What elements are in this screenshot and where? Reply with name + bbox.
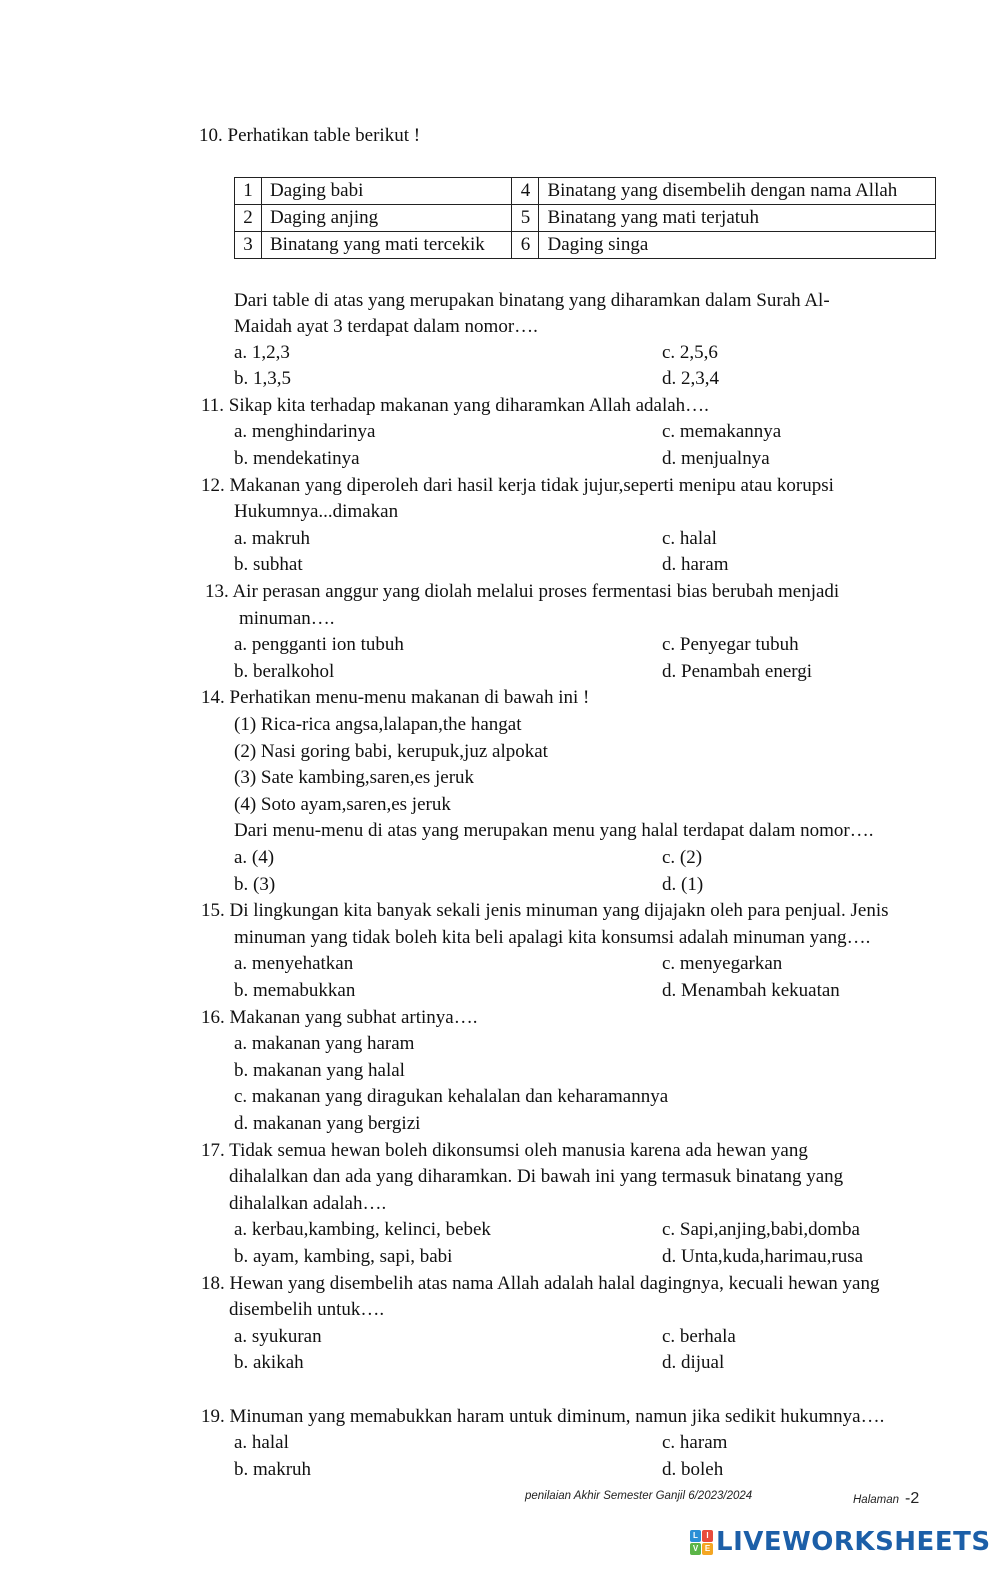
question-13-stem-2: minuman…. [239,608,335,629]
question-10-text-1: Dari table di atas yang merupakan binatang yang diharamkan dalam Surah Al- [234,290,830,311]
question-15-option-c[interactable]: c. menyegarkan [662,953,783,974]
page-num: -2 [905,1490,920,1507]
question-18-stem: 18. Hewan yang disembelih atas nama Allah adalah halal dagingnya, kecuali hewan yang [201,1273,880,1294]
liveworksheets-brand [690,1527,991,1557]
question-17-option-d[interactable]: d. Unta,kuda,harimau,rusa [662,1246,864,1267]
table-row [235,178,936,205]
question-14-menu-2: (2) Nasi goring babi, kerupuk,juz alpokat [234,741,548,762]
table-cell: Binatang yang mati tercekik [262,232,512,259]
question-17-stem-3: dihalalkan adalah…. [229,1193,387,1214]
question-14-text: Dari menu-menu di atas yang merupakan menu yang halal terdapat dalam nomor…. [234,820,874,841]
table-cell: 5 [512,205,539,232]
liveworksheets-logo-icon [690,1530,712,1554]
logo-tile: I [702,1530,713,1542]
question-19-option-b[interactable]: b. makruh [234,1459,312,1480]
question-15-option-b[interactable]: b. memabukkan [234,980,356,1001]
question-12-option-d[interactable]: d. haram [662,554,729,575]
question-11-option-b[interactable]: b. mendekatinya [234,448,360,469]
table-row [235,232,936,259]
question-18-stem-2: disembelih untuk…. [229,1299,385,1320]
question-18-option-d[interactable]: d. dijual [662,1352,725,1373]
question-19-option-a[interactable]: a. halal [234,1432,289,1453]
question-14-option-d[interactable]: d. (1) [662,874,704,895]
question-14-menu-3: (3) Sate kambing,saren,es jeruk [234,767,475,788]
question-10-table [234,177,936,259]
logo-tile: L [690,1530,701,1542]
question-12-stem: 12. Makanan yang diperoleh dari hasil kerja tidak jujur,seperti menipu atau korupsi [201,475,834,496]
question-17-option-a[interactable]: a. kerbau,kambing, kelinci, bebek [234,1219,491,1240]
question-14-option-b[interactable]: b. (3) [234,874,276,895]
question-16-option-a[interactable]: a. makanan yang haram [234,1033,415,1054]
question-10-option-d[interactable]: d. 2,3,4 [662,368,719,389]
question-13-option-c[interactable]: c. Penyegar tubuh [662,634,799,655]
question-12-stem-2: Hukumnya...dimakan [234,501,399,522]
table-cell: Binatang yang disembelih dengan nama Allah [539,178,936,205]
question-10-text-2: Maidah ayat 3 terdapat dalam nomor…. [234,316,538,337]
table-cell: Daging babi [262,178,512,205]
question-18-option-c[interactable]: c. berhala [662,1326,736,1347]
question-12-option-c[interactable]: c. halal [662,528,717,549]
question-15-stem-2: minuman yang tidak boleh kita beli apalagi kita konsumsi adalah minuman yang…. [234,927,871,948]
question-10-option-a[interactable]: a. 1,2,3 [234,342,290,363]
question-16-option-d[interactable]: d. makanan yang bergizi [234,1113,421,1134]
question-11-option-c[interactable]: c. memakannya [662,421,782,442]
question-13-option-b[interactable]: b. beralkohol [234,661,335,682]
question-10-stem: 10. Perhatikan table berikut ! [199,125,421,146]
table-cell: 3 [235,232,262,259]
question-12-option-a[interactable]: a. makruh [234,528,310,549]
table-cell: 1 [235,178,262,205]
page-label: Halaman [853,1494,900,1506]
question-11-option-a[interactable]: a. menghindarinya [234,421,376,442]
question-13-option-a[interactable]: a. pengganti ion tubuh [234,634,404,655]
logo-tile: E [702,1543,713,1555]
question-18-option-a[interactable]: a. syukuran [234,1326,322,1347]
footer-exam-title: penilaian Akhir Semester Ganjil 6/2023/2024 [525,1490,753,1502]
footer-page-number [853,1490,919,1508]
question-16-option-c[interactable]: c. makanan yang diragukan kehalalan dan keharamannya [234,1086,669,1107]
question-17-option-b[interactable]: b. ayam, kambing, sapi, babi [234,1246,453,1267]
table-row [235,205,936,232]
question-17-stem: 17. Tidak semua hewan boleh dikonsumsi oleh manusia karena ada hewan yang [201,1140,808,1161]
question-10-option-c[interactable]: c. 2,5,6 [662,342,718,363]
question-19-stem: 19. Minuman yang memabukkan haram untuk diminum, namun jika sedikit hukumnya…. [201,1406,885,1427]
question-15-stem: 15. Di lingkungan kita banyak sekali jenis minuman yang dijajakn oleh para penjual. Jenis [201,900,889,921]
question-14-stem: 14. Perhatikan menu-menu makanan di bawah ini ! [201,687,590,708]
table-cell: 6 [512,232,539,259]
logo-tile: V [690,1543,701,1555]
question-11-option-d[interactable]: d. menjualnya [662,448,770,469]
table-cell: Daging anjing [262,205,512,232]
question-18-option-b[interactable]: b. akikah [234,1352,304,1373]
question-14-menu-1: (1) Rica-rica angsa,lalapan,the hangat [234,714,522,735]
question-10-option-b[interactable]: b. 1,3,5 [234,368,291,389]
question-14-menu-4: (4) Soto ayam,saren,es jeruk [234,794,451,815]
question-15-option-a[interactable]: a. menyehatkan [234,953,354,974]
question-13-option-d[interactable]: d. Penambah energi [662,661,813,682]
question-15-option-d[interactable]: d. Menambah kekuatan [662,980,840,1001]
question-16-stem: 16. Makanan yang subhat artinya…. [201,1007,478,1028]
question-12-option-b[interactable]: b. subhat [234,554,303,575]
question-14-option-c[interactable]: c. (2) [662,847,703,868]
question-14-option-a[interactable]: a. (4) [234,847,275,868]
question-16-option-b[interactable]: b. makanan yang halal [234,1060,405,1081]
question-19-option-d[interactable]: d. boleh [662,1459,724,1480]
brand-name: LIVEWORKSHEETS [716,1527,991,1557]
table-cell: Daging singa [539,232,936,259]
table-cell: 2 [235,205,262,232]
table-cell: Binatang yang mati terjatuh [539,205,936,232]
question-17-stem-2: dihalalkan dan ada yang diharamkan. Di bawah ini yang termasuk binatang yang [229,1166,844,1187]
table-cell: 4 [512,178,539,205]
question-11-stem: 11. Sikap kita terhadap makanan yang diharamkan Allah adalah…. [201,395,709,416]
question-19-option-c[interactable]: c. haram [662,1432,728,1453]
question-13-stem: 13. Air perasan anggur yang diolah melalui proses fermentasi bias berubah menjadi [205,581,840,602]
question-17-option-c[interactable]: c. Sapi,anjing,babi,domba [662,1219,860,1240]
